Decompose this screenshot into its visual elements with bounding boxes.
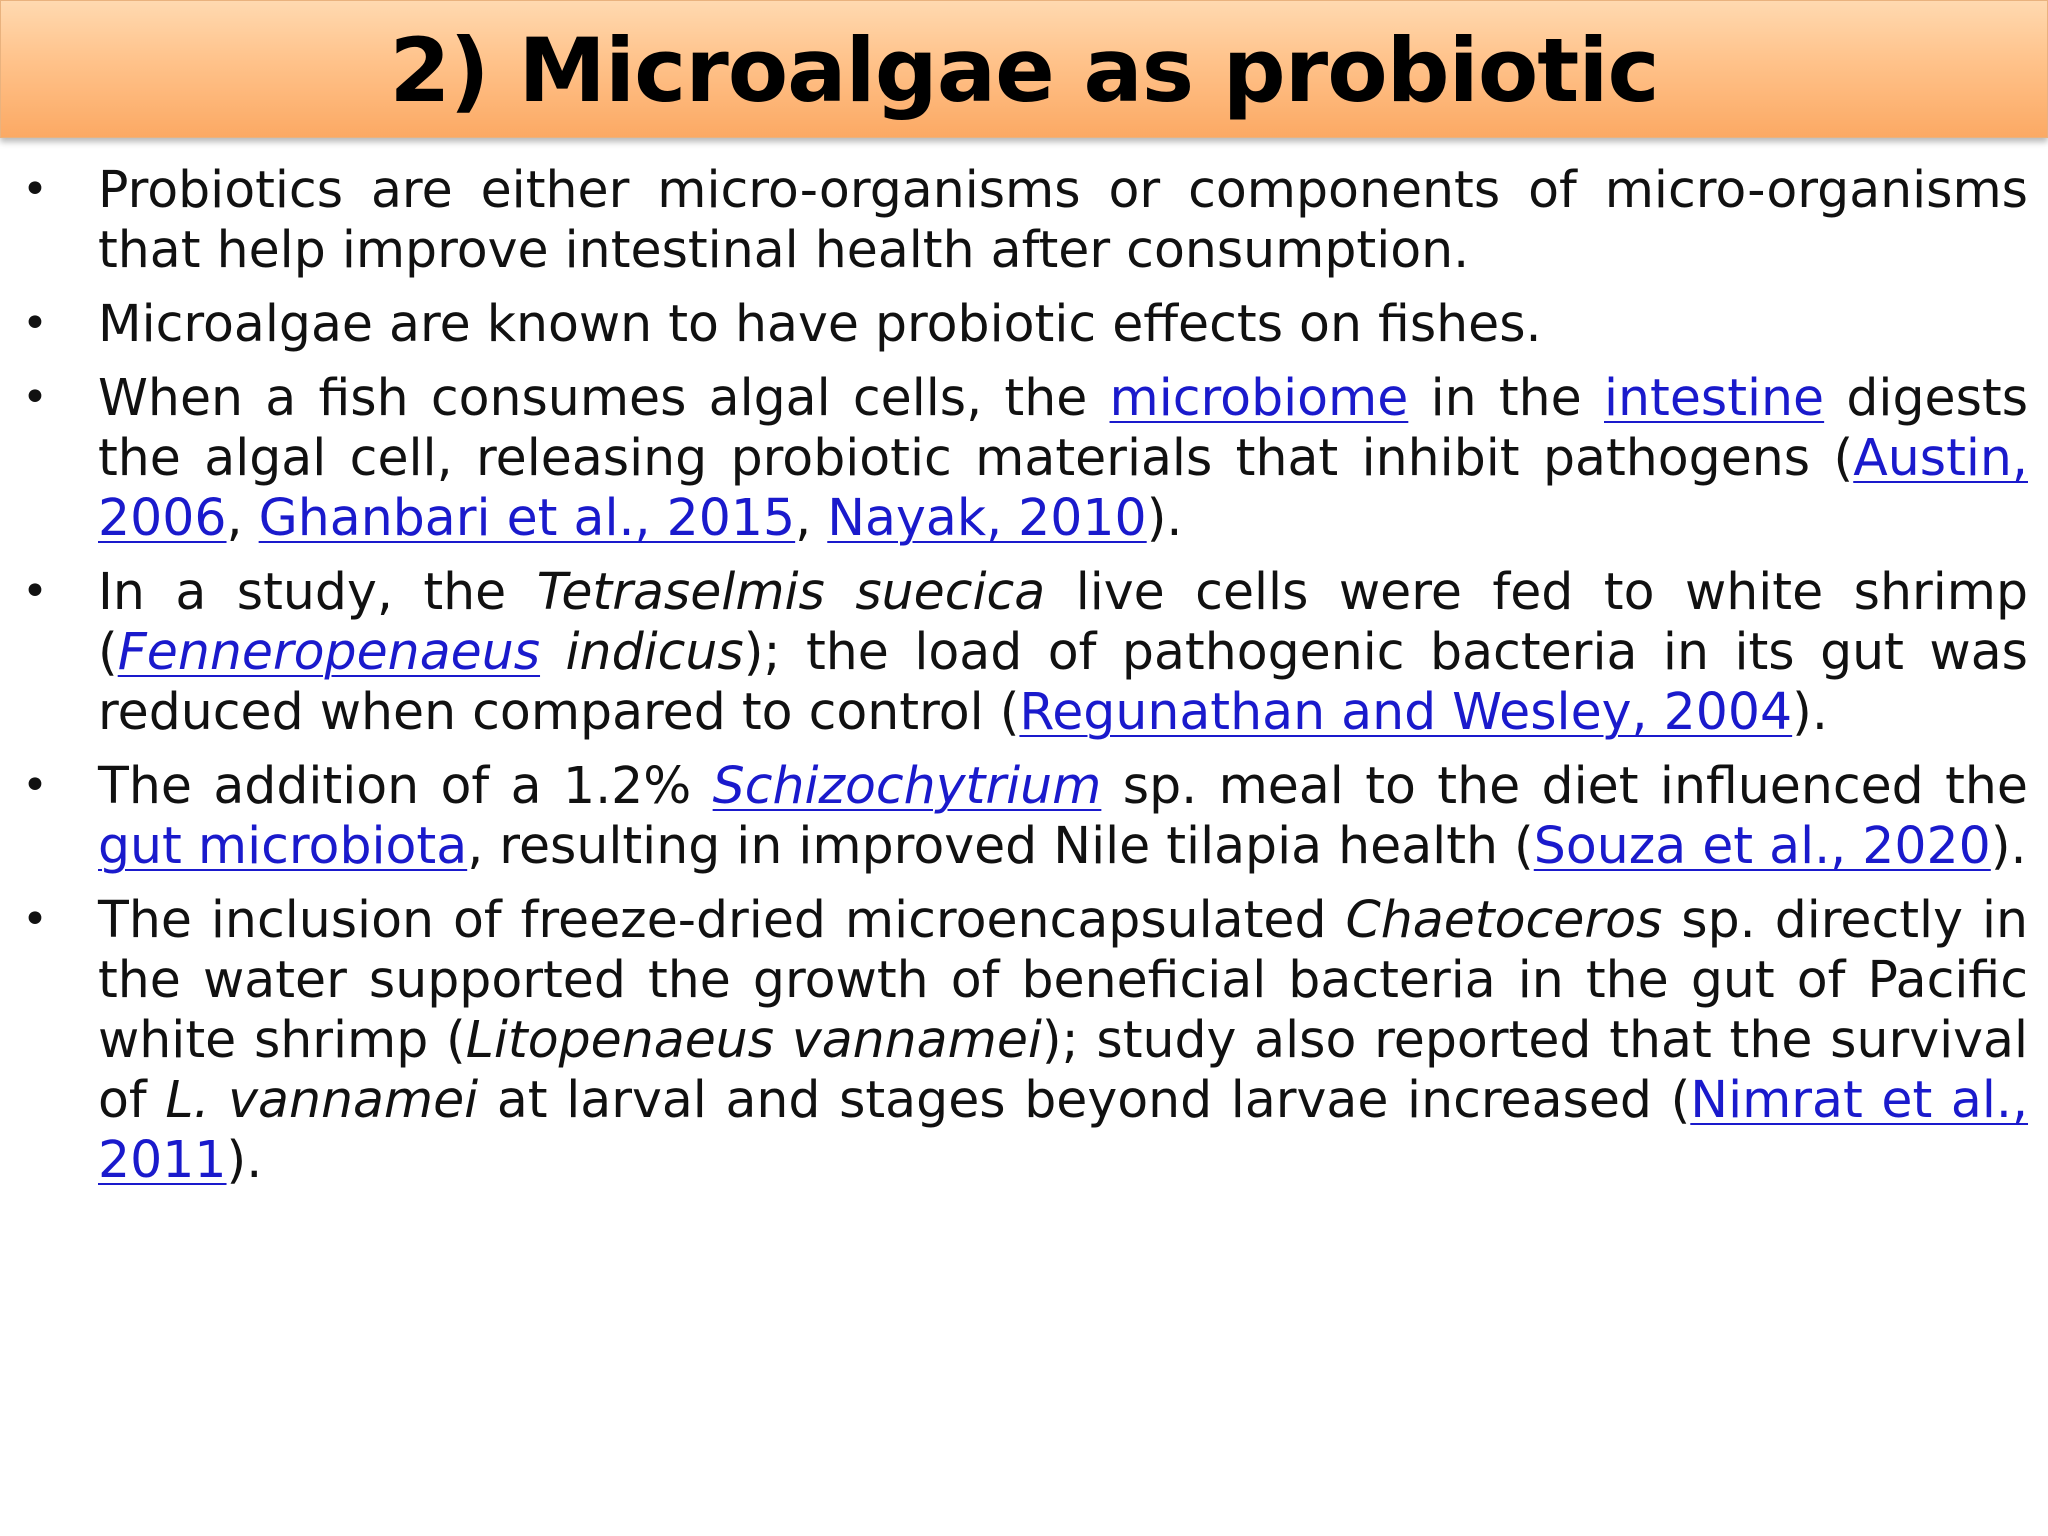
bullet-text: ); study also reported that the survival of	[98, 1010, 2028, 1129]
bullet-text	[540, 622, 566, 681]
bullet-item-tetraselmis-study	[0, 562, 2048, 742]
citation-link-souza-2020[interactable]: Souza et al., 2020	[1533, 816, 1991, 875]
bullet-text: ).	[226, 1130, 263, 1189]
bullet-marker: •	[22, 298, 48, 349]
citation-link-nimrat-2011[interactable]: Nimrat et al., 2011	[98, 1070, 2029, 1189]
bullet-marker: •	[22, 372, 48, 423]
species-name: Litopenaeus vannamei	[465, 1010, 1042, 1069]
bullet-text: ).	[1146, 488, 1183, 547]
bullet-text: The inclusion of freeze-dried microencapsulated	[98, 890, 1346, 949]
bullet-item-probiotics-definition	[0, 160, 2048, 280]
link-intestine[interactable]: intestine	[1604, 368, 1825, 427]
bullet-list	[0, 160, 2048, 1190]
bullet-text: live cells were fed to white shrimp (	[98, 562, 2028, 681]
bullet-text: ,	[226, 488, 259, 547]
link-gut-microbiota[interactable]: gut microbiota	[98, 816, 468, 875]
bullet-text: at larval and stages beyond larvae increased (	[478, 1070, 1691, 1129]
species-genus: Schizochytrium	[712, 756, 1102, 815]
slide-content	[0, 160, 2048, 1204]
bullet-text: ,	[795, 488, 828, 547]
bullet-text: Probiotics are either micro-organisms or components of micro-organisms that help improve intestinal health after consumption.	[98, 160, 2028, 279]
bullet-item-schizochytrium-meal	[0, 756, 2048, 876]
bullet-text: When a fish consumes algal cells, the	[98, 368, 1110, 427]
bullet-item-fish-consumption	[0, 368, 2048, 548]
bullet-item-microalgae-effects	[0, 294, 2048, 354]
title-bar	[0, 0, 2048, 138]
bullet-text: In a study, the	[98, 562, 537, 621]
species-genus: Fenneropenaeus	[117, 622, 541, 681]
link-microbiome[interactable]: microbiome	[1109, 368, 1409, 427]
bullet-marker: •	[22, 566, 48, 617]
bullet-text: in the	[1408, 368, 1604, 427]
bullet-marker: •	[22, 894, 48, 945]
species-genus: Chaetoceros	[1345, 890, 1663, 949]
bullet-marker: •	[22, 760, 48, 811]
slide-title: 2) Microalgae as probiotic	[389, 19, 1659, 122]
citation-link-austin-2006[interactable]: Austin, 2006	[98, 428, 2028, 547]
bullet-text: , resulting in improved Nile tilapia health (	[467, 816, 1534, 875]
bullet-text: sp. directly in the water supported the growth of beneficial bacteria in the gut of Pacific white shrimp (	[98, 890, 2028, 1069]
bullet-text: ); the load of pathogenic bacteria in its gut was reduced when compared to control (	[98, 622, 2028, 741]
bullet-text: digests the algal cell, releasing probiotic materials that inhibit pathogens (	[98, 368, 2029, 487]
bullet-text: The addition of a 1.2%	[98, 756, 713, 815]
link-fenneropenaeus[interactable]	[118, 622, 540, 681]
species-name: Tetraselmis suecica	[536, 562, 1046, 621]
citation-link-regunathan-2004[interactable]: Regunathan and Wesley, 2004	[1019, 682, 1793, 741]
species-name-abbrev: L. vannamei	[165, 1070, 479, 1129]
species-epithet: indicus	[565, 622, 744, 681]
bullet-text: Microalgae are known to have probiotic effects on fishes.	[98, 294, 1542, 353]
link-schizochytrium[interactable]	[713, 756, 1102, 815]
bullet-marker: •	[22, 164, 48, 215]
bullet-text: sp. meal to the diet influenced the	[1101, 756, 2028, 815]
bullet-item-chaetoceros-inclusion	[0, 890, 2048, 1190]
citation-link-nayak-2010[interactable]: Nayak, 2010	[827, 488, 1147, 547]
bullet-text: ).	[1990, 816, 2027, 875]
citation-link-ghanbari-2015[interactable]: Ghanbari et al., 2015	[258, 488, 796, 547]
bullet-text: ).	[1792, 682, 1828, 741]
